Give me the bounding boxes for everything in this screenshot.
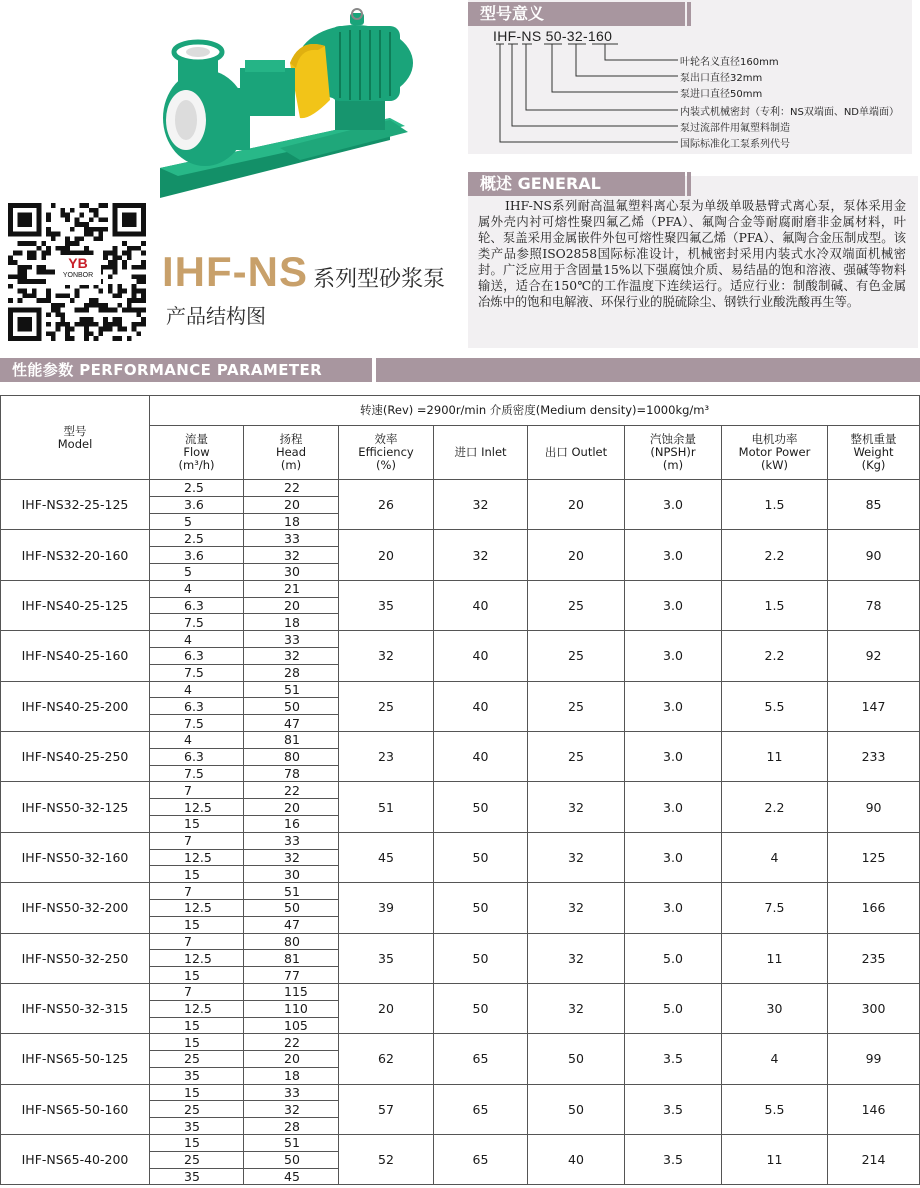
head-cell: 22 (244, 1034, 339, 1051)
efficiency-cell: 52 (339, 1135, 434, 1185)
weight-cell: 90 (828, 782, 920, 832)
flow-cell: 4 (150, 681, 244, 698)
npsh-cell: 3.0 (625, 681, 722, 731)
motor-power-cell: 11 (722, 933, 828, 983)
model-cell: IHF-NS50-32-250 (1, 933, 150, 983)
flow-cell: 6.3 (150, 748, 244, 765)
flow-cell: 15 (150, 1034, 244, 1051)
flow-cell: 6.3 (150, 647, 244, 664)
inlet-cell: 50 (434, 933, 528, 983)
npsh-cell: 3.5 (625, 1084, 722, 1134)
table-row (1, 933, 920, 950)
flow-cell: 15 (150, 815, 244, 832)
npsh-cell: 3.0 (625, 530, 722, 580)
outlet-cell: 25 (528, 731, 625, 781)
flow-cell: 7.5 (150, 614, 244, 631)
flow-cell: 35 (150, 1118, 244, 1135)
outlet-cell: 50 (528, 1084, 625, 1134)
flow-cell: 35 (150, 1067, 244, 1084)
header-outlet: 出口 Outlet (528, 426, 625, 480)
table-row (1, 1034, 920, 1051)
inlet-cell: 32 (434, 480, 528, 530)
table-row (1, 883, 920, 900)
motor-power-cell: 4 (722, 1034, 828, 1084)
npsh-cell: 3.0 (625, 832, 722, 882)
npsh-cell: 5.0 (625, 983, 722, 1033)
outlet-cell: 40 (528, 1135, 625, 1185)
flow-cell: 7.5 (150, 664, 244, 681)
head-cell: 33 (244, 1084, 339, 1101)
flow-cell: 25 (150, 1101, 244, 1118)
table-row (1, 681, 920, 698)
brand-title (162, 248, 445, 296)
model-meaning-heading: 型号意义 (468, 2, 685, 26)
flow-cell: 15 (150, 916, 244, 933)
head-cell: 81 (244, 731, 339, 748)
header-weight: 整机重量 Weight (Kg) (828, 426, 920, 480)
flow-cell: 25 (150, 1151, 244, 1168)
model-cell: IHF-NS65-50-160 (1, 1084, 150, 1134)
inlet-cell: 40 (434, 580, 528, 630)
product-structure-subtitle: 产品结构图 (166, 304, 266, 328)
outlet-cell: 25 (528, 580, 625, 630)
header-motor-power: 电机功率 Motor Power (kW) (722, 426, 828, 480)
flow-cell: 4 (150, 580, 244, 597)
head-cell: 105 (244, 1017, 339, 1034)
table-row (1, 782, 920, 799)
head-cell: 21 (244, 580, 339, 597)
inlet-cell: 32 (434, 530, 528, 580)
outlet-cell: 25 (528, 631, 625, 681)
head-cell: 20 (244, 597, 339, 614)
head-cell: 30 (244, 563, 339, 580)
head-cell: 110 (244, 1000, 339, 1017)
flow-cell: 2.5 (150, 530, 244, 547)
head-cell: 33 (244, 832, 339, 849)
performance-table (0, 395, 920, 1185)
npsh-cell: 3.0 (625, 480, 722, 530)
performance-heading: 性能参数 PERFORMANCE PARAMETER (12, 361, 323, 379)
flow-cell: 3.6 (150, 547, 244, 564)
flow-cell: 6.3 (150, 597, 244, 614)
head-cell: 18 (244, 1067, 339, 1084)
efficiency-cell: 32 (339, 631, 434, 681)
model-cell: IHF-NS40-25-250 (1, 731, 150, 781)
head-cell: 51 (244, 883, 339, 900)
weight-cell: 85 (828, 480, 920, 530)
weight-cell: 235 (828, 933, 920, 983)
outlet-cell: 32 (528, 883, 625, 933)
head-cell: 22 (244, 782, 339, 799)
flow-cell: 15 (150, 1017, 244, 1034)
meaning-label-impeller: 叶轮名义直径160mm (680, 57, 779, 68)
performance-table-body (1, 480, 920, 1185)
flow-cell: 35 (150, 1168, 244, 1185)
model-cell: IHF-NS40-25-125 (1, 580, 150, 630)
flow-cell: 4 (150, 631, 244, 648)
head-cell: 22 (244, 480, 339, 497)
head-cell: 28 (244, 1118, 339, 1135)
flow-cell: 12.5 (150, 1000, 244, 1017)
performance-heading-bar (0, 358, 920, 382)
motor-power-cell: 1.5 (722, 480, 828, 530)
model-cell: IHF-NS50-32-200 (1, 883, 150, 933)
head-cell: 77 (244, 967, 339, 984)
efficiency-cell: 23 (339, 731, 434, 781)
motor-power-cell: 11 (722, 731, 828, 781)
efficiency-cell: 57 (339, 1084, 434, 1134)
flow-cell: 25 (150, 1051, 244, 1068)
model-cell: IHF-NS40-25-200 (1, 681, 150, 731)
head-cell: 47 (244, 715, 339, 732)
table-row (1, 530, 920, 547)
head-cell: 45 (244, 1168, 339, 1185)
inlet-cell: 65 (434, 1034, 528, 1084)
model-cell: IHF-NS40-25-160 (1, 631, 150, 681)
efficiency-cell: 26 (339, 480, 434, 530)
npsh-cell: 3.0 (625, 883, 722, 933)
head-cell: 33 (244, 530, 339, 547)
weight-cell: 147 (828, 681, 920, 731)
flow-cell: 7 (150, 983, 244, 1000)
head-cell: 33 (244, 631, 339, 648)
npsh-cell: 3.5 (625, 1135, 722, 1185)
flow-cell: 7 (150, 832, 244, 849)
head-cell: 20 (244, 496, 339, 513)
pump-product-image (150, 8, 460, 213)
efficiency-cell: 51 (339, 782, 434, 832)
weight-cell: 146 (828, 1084, 920, 1134)
head-cell: 50 (244, 1151, 339, 1168)
flow-cell: 7.5 (150, 715, 244, 732)
efficiency-cell: 20 (339, 983, 434, 1033)
weight-cell: 90 (828, 530, 920, 580)
flow-cell: 12.5 (150, 899, 244, 916)
flow-cell: 5 (150, 513, 244, 530)
motor-power-cell: 2.2 (722, 782, 828, 832)
head-cell: 47 (244, 916, 339, 933)
efficiency-cell: 25 (339, 681, 434, 731)
table-row (1, 631, 920, 648)
head-cell: 51 (244, 1135, 339, 1152)
flow-cell: 12.5 (150, 799, 244, 816)
head-cell: 80 (244, 933, 339, 950)
head-cell: 28 (244, 664, 339, 681)
efficiency-cell: 45 (339, 832, 434, 882)
npsh-cell: 3.0 (625, 580, 722, 630)
inlet-cell: 50 (434, 883, 528, 933)
model-cell: IHF-NS32-25-125 (1, 480, 150, 530)
table-row (1, 480, 920, 497)
meaning-label-material: 泵过流部件用氟塑料制造 (680, 123, 790, 134)
weight-cell: 300 (828, 983, 920, 1033)
flow-cell: 15 (150, 1135, 244, 1152)
outlet-cell: 20 (528, 480, 625, 530)
efficiency-cell: 20 (339, 530, 434, 580)
table-row (1, 983, 920, 1000)
motor-power-cell: 5.5 (722, 681, 828, 731)
outlet-cell: 32 (528, 983, 625, 1033)
header-npsh: 汽蚀余量 (NPSH)r (m) (625, 426, 722, 480)
table-row (1, 1084, 920, 1101)
motor-power-cell: 2.2 (722, 530, 828, 580)
head-cell: 20 (244, 1051, 339, 1068)
flow-cell: 5 (150, 563, 244, 580)
motor-power-cell: 30 (722, 983, 828, 1033)
flow-cell: 7.5 (150, 765, 244, 782)
motor-power-cell: 7.5 (722, 883, 828, 933)
inlet-cell: 40 (434, 681, 528, 731)
qr-logo-text: YONBOR (62, 272, 94, 279)
weight-cell: 214 (828, 1135, 920, 1185)
head-cell: 32 (244, 547, 339, 564)
npsh-cell: 3.5 (625, 1034, 722, 1084)
model-cell: IHF-NS50-32-160 (1, 832, 150, 882)
inlet-cell: 50 (434, 983, 528, 1033)
head-cell: 32 (244, 647, 339, 664)
inlet-cell: 65 (434, 1084, 528, 1134)
efficiency-cell: 62 (339, 1034, 434, 1084)
inlet-cell: 50 (434, 832, 528, 882)
head-cell: 80 (244, 748, 339, 765)
head-cell: 20 (244, 799, 339, 816)
model-code: IHF-NS 50-32-160 (493, 28, 613, 44)
general-description: IHF-NS系列耐高温氟塑料离心泵为单级单吸悬臂式离心泵，泵体采用金属外壳内衬可熔性聚四氟乙烯（PFA）、氟陶合金等耐腐耐磨非金属材料，叶轮、泵盖采用金属嵌件外包可熔性聚四氟乙烯（PFA）、氟陶合金压制成型。该类产品参照ISO2858国际标准设计，机械密封采用内装式水冷双端面机械密封。广泛应用于含固量15%以下强腐蚀介质、易结晶的饱和溶液、强碱等物料输送，适合在150℃的工作温度下连续运行。适应行业：制酸制碱、有色金属冶炼中的饱和电解液、环保行业的脱硫除尘、钢铁行业酸洗酸再生等。 (478, 199, 906, 309)
meaning-label-inlet: 泵进口直径50mm (680, 89, 763, 100)
head-cell: 32 (244, 849, 339, 866)
flow-cell: 12.5 (150, 849, 244, 866)
outlet-cell: 25 (528, 681, 625, 731)
weight-cell: 125 (828, 832, 920, 882)
flow-cell: 7 (150, 883, 244, 900)
inlet-cell: 40 (434, 631, 528, 681)
flow-cell: 4 (150, 731, 244, 748)
header-inlet: 进口 Inlet (434, 426, 528, 480)
general-heading: 概述 GENERAL (468, 172, 685, 196)
flow-cell: 15 (150, 1084, 244, 1101)
npsh-cell: 3.0 (625, 631, 722, 681)
flow-cell: 12.5 (150, 950, 244, 967)
motor-power-cell: 11 (722, 1135, 828, 1185)
head-cell: 78 (244, 765, 339, 782)
inlet-cell: 65 (434, 1135, 528, 1185)
weight-cell: 233 (828, 731, 920, 781)
model-cell: IHF-NS65-50-125 (1, 1034, 150, 1084)
efficiency-cell: 35 (339, 580, 434, 630)
model-cell: IHF-NS32-20-160 (1, 530, 150, 580)
flow-cell: 2.5 (150, 480, 244, 497)
npsh-cell: 3.0 (625, 731, 722, 781)
outlet-cell: 20 (528, 530, 625, 580)
header-model: 型号 Model (1, 396, 150, 480)
flow-cell: 15 (150, 967, 244, 984)
weight-cell: 92 (828, 631, 920, 681)
head-cell: 30 (244, 866, 339, 883)
npsh-cell: 3.0 (625, 782, 722, 832)
flow-cell: 3.6 (150, 496, 244, 513)
table-row (1, 1135, 920, 1152)
model-cell: IHF-NS65-40-200 (1, 1135, 150, 1185)
meaning-label-series: 国际标准化工泵系列代号 (680, 139, 790, 150)
head-cell: 16 (244, 815, 339, 832)
head-cell: 18 (244, 513, 339, 530)
motor-power-cell: 1.5 (722, 580, 828, 630)
header-condition: 转速(Rev) =2900r/min 介质密度(Medium density)=1000kg/m³ (150, 396, 920, 426)
motor-power-cell: 2.2 (722, 631, 828, 681)
flow-cell: 6.3 (150, 698, 244, 715)
flow-cell: 15 (150, 866, 244, 883)
head-cell: 50 (244, 698, 339, 715)
meaning-label-seal: 内装式机械密封（专利：NS双端面、ND单端面） (680, 107, 900, 118)
brand-series: 系列型砂浆泵 (313, 267, 446, 292)
flow-cell: 7 (150, 782, 244, 799)
table-row (1, 832, 920, 849)
weight-cell: 78 (828, 580, 920, 630)
head-cell: 50 (244, 899, 339, 916)
table-row (1, 580, 920, 597)
outlet-cell: 32 (528, 782, 625, 832)
head-cell: 18 (244, 614, 339, 631)
header-flow: 流量 Flow (m³/h) (150, 426, 244, 480)
header-head: 扬程 Head (m) (244, 426, 339, 480)
table-row (1, 731, 920, 748)
motor-power-cell: 5.5 (722, 1084, 828, 1134)
efficiency-cell: 35 (339, 933, 434, 983)
outlet-cell: 50 (528, 1034, 625, 1084)
qr-logo: YB YONBOR (55, 255, 101, 285)
weight-cell: 99 (828, 1034, 920, 1084)
motor-power-cell: 4 (722, 832, 828, 882)
head-cell: 81 (244, 950, 339, 967)
header-efficiency: 效率 Efficiency (%) (339, 426, 434, 480)
head-cell: 51 (244, 681, 339, 698)
inlet-cell: 40 (434, 731, 528, 781)
efficiency-cell: 39 (339, 883, 434, 933)
outlet-cell: 32 (528, 832, 625, 882)
head-cell: 115 (244, 983, 339, 1000)
brand-model: IHF-NS (162, 248, 308, 295)
inlet-cell: 50 (434, 782, 528, 832)
model-cell: IHF-NS50-32-315 (1, 983, 150, 1033)
weight-cell: 166 (828, 883, 920, 933)
outlet-cell: 32 (528, 933, 625, 983)
npsh-cell: 5.0 (625, 933, 722, 983)
flow-cell: 7 (150, 933, 244, 950)
model-cell: IHF-NS50-32-125 (1, 782, 150, 832)
head-cell: 32 (244, 1101, 339, 1118)
meaning-label-outlet: 泵出口直径32mm (680, 73, 763, 84)
